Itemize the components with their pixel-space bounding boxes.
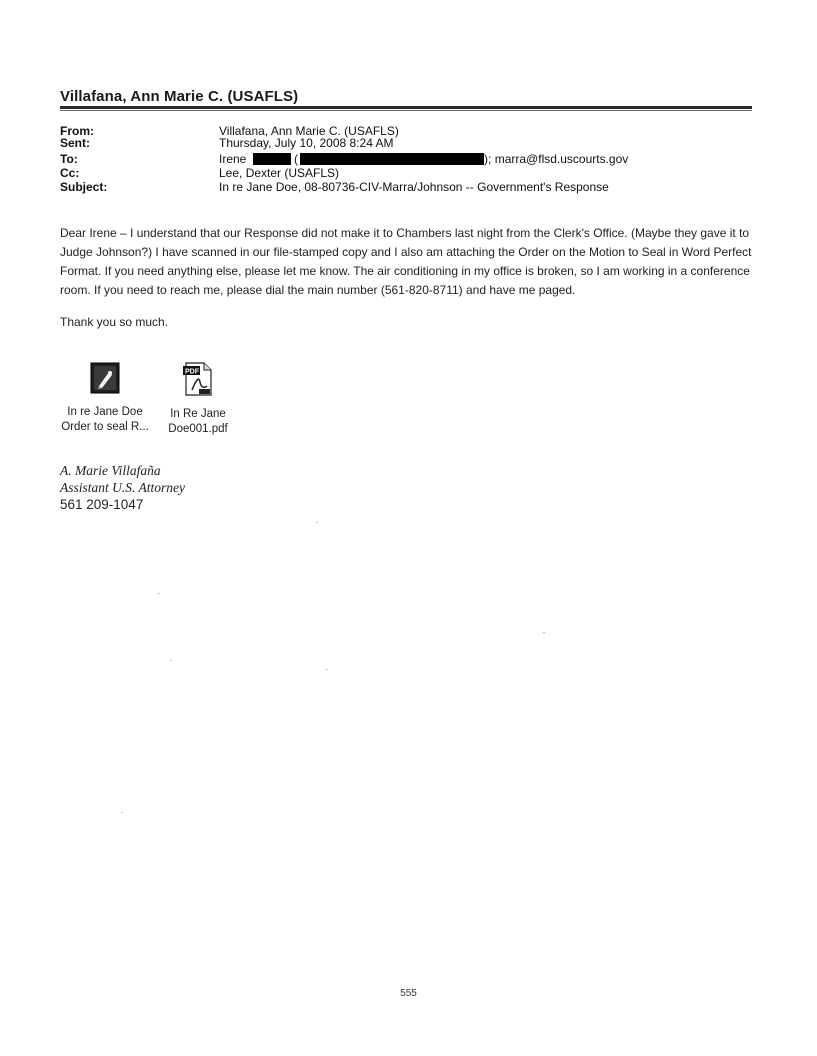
signature-phone: 561 209-1047: [60, 497, 144, 512]
to-label: To:: [60, 152, 78, 166]
attachment-name-line1: In Re Jane: [170, 408, 226, 420]
cc-value: Lee, Dexter (USAFLS): [219, 166, 340, 180]
redaction-bar: [300, 153, 484, 165]
to-value: [219, 153, 628, 165]
scan-speck: [121, 812, 123, 813]
body-paragraph: Dear Irene – I understand that our Response did not make it to Chambers last night from the Clerk's Office. (Maybe they gave it to Judge Johnson?) I have scanned in our file-stamped copy and I also am attaching the Order on the Motion to Seal in Word Perfect Format. If you need anything else, please let me know. The air conditioning in my office is broken, so I am working in a conference room. If you need to reach me, please dial the main number (561-820-8711) and have me paged.: [60, 226, 752, 297]
email-body: [60, 224, 760, 345]
attachment-name-line1: In re Jane Doe: [67, 406, 143, 418]
subject-label: Subject:: [60, 180, 108, 194]
to-recipients: ); marra@flsd.uscourts.gov: [484, 152, 629, 166]
sender-name-heading: Villafana, Ann Marie C. (USAFLS): [60, 88, 299, 105]
sent-value: Thursday, July 10, 2008 8:24 AM: [219, 136, 394, 150]
scan-speck: [170, 660, 172, 661]
scan-speck: [316, 522, 318, 523]
scan-speck: [158, 593, 160, 594]
attachment-item[interactable]: [143, 362, 253, 437]
to-open-paren: (: [294, 152, 299, 166]
attachment-name-line2: Order to seal R...: [61, 421, 149, 433]
signature-name: A. Marie Villafaña: [60, 463, 161, 478]
subject-value: In re Jane Doe, 08-80736-CIV-Marra/Johnson -- Government's Response: [219, 180, 609, 194]
from-label: From:: [60, 124, 94, 138]
scan-speck: [326, 669, 328, 670]
scan-speck: [543, 632, 545, 633]
body-paragraph: Thank you so much.: [60, 315, 169, 329]
sent-label: Sent:: [60, 136, 90, 150]
svg-text:PDF: PDF: [185, 368, 199, 376]
pdf-document-icon: [143, 362, 253, 401]
redaction-bar: [253, 153, 291, 165]
header-divider-thin: [60, 110, 752, 111]
page-number: 555: [400, 988, 417, 999]
from-value: Villafana, Ann Marie C. (USAFLS): [219, 124, 399, 138]
attachment-name-line2: Doe001.pdf: [168, 423, 228, 435]
header-divider: [60, 106, 752, 109]
signature-title: Assistant U.S. Attorney: [60, 480, 186, 495]
to-name: Irene: [219, 152, 247, 166]
cc-label: Cc:: [60, 166, 80, 180]
